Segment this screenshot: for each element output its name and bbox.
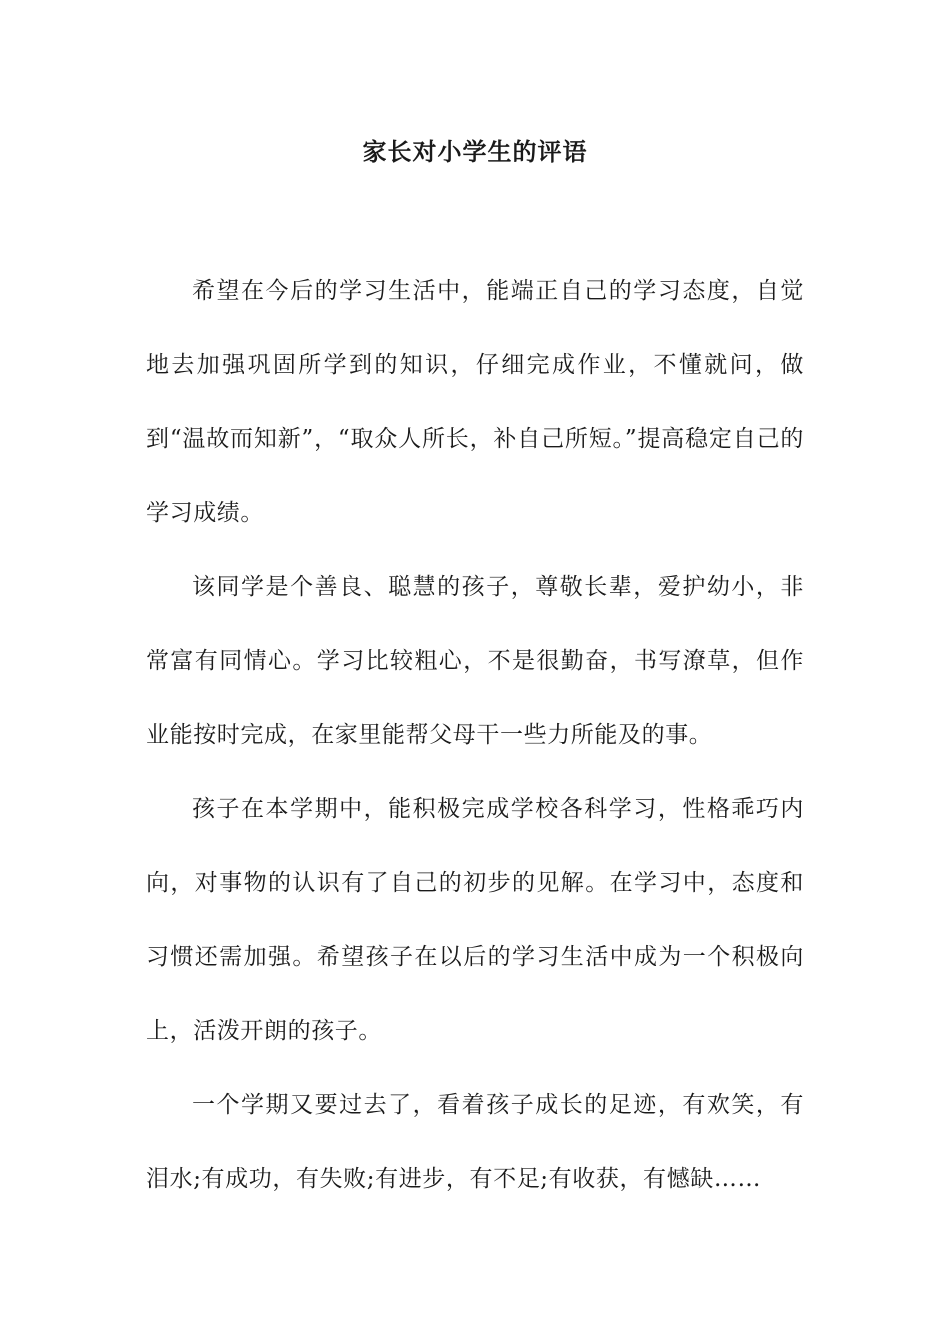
paragraph-4: 一个学期又要过去了，看着孩子成长的足迹，有欢笑，有泪水;有成功，有失败;有进步，有不足;有收获，有憾缺……: [146, 1092, 804, 1192]
paragraph-3: 孩子在本学期中，能积极完成学校各科学习，性格乖巧内向，对事物的认识有了自己的初步的见解。在学习中，态度和习惯还需加强。希望孩子在以后的学习生活中成为一个积极向上，活泼开朗的孩子。: [146, 796, 804, 1044]
paragraph-1: 希望在今后的学习生活中，能端正自己的学习态度，自觉地去加强巩固所学到的知识，仔细完成作业，不懂就问，做到“温故而知新”，“取众人所长，补自己所短。”提高稳定自己的学习成绩。: [146, 278, 804, 526]
page-title: 家长对小学生的评语: [362, 137, 588, 166]
document-body: [146, 254, 804, 1216]
paragraph-2: 该同学是个善良、聪慧的孩子，尊敬长辈，爱护幼小，非常富有同情心。学习比较粗心，不是很勤奋，书写潦草，但作业能按时完成，在家里能帮父母干一些力所能及的事。: [146, 574, 804, 748]
